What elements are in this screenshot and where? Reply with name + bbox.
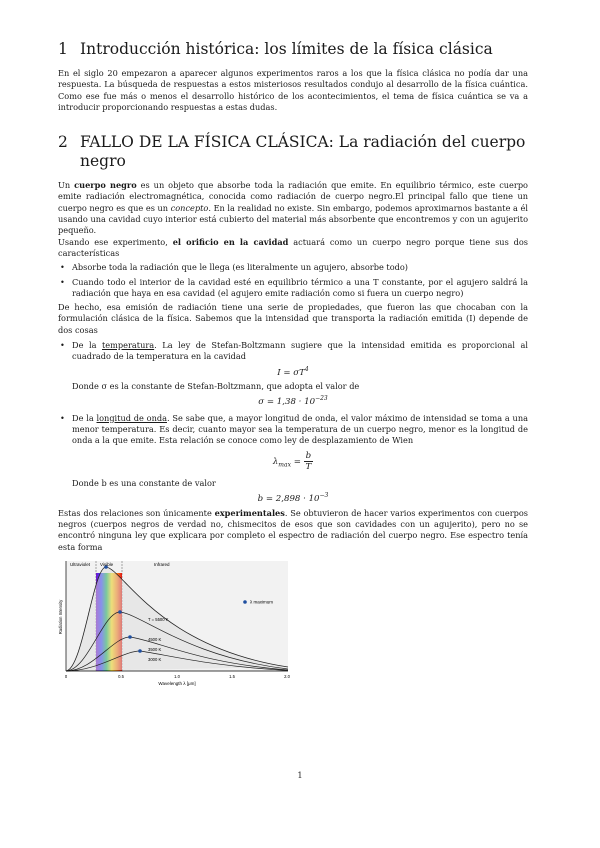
region-label-ir: Infrared <box>154 561 170 567</box>
section-1-paragraph: En el siglo 20 empezaron a aparecer algunos experimentos raros a los que la física clásica no podía dar una respuesta. La búsqueda de respuestas a estos misteriosos resultados condujo al desarrollo de la física cuántica. Como ese fue más o menos el desarrollo histórico de los acontecimientos, el tema de física cuántica se va a introducir proporcionando respuestas a estas dudas. <box>58 68 528 112</box>
legend-label: λ maximum <box>250 599 274 605</box>
page-number: 1 <box>297 770 303 780</box>
section-1-heading <box>58 40 528 59</box>
sigma-description: Donde σ es la constante de Stefan-Boltzmann, que adopta el valor de <box>72 380 360 391</box>
section-2-number: 2 <box>58 133 68 152</box>
x-tick: 2.0 <box>284 673 290 679</box>
x-tick: 0.5 <box>118 673 124 679</box>
intensity-paragraph: De hecho, esa emisión de radiación tiene una serie de propiedades, que fueron las que chocaban con la formulación clásica de la física. Sabemos que la intensidad que transporta la radiación emitida (I) depende de dos cosas <box>58 302 528 335</box>
list-item-wavelength: • De la longitud de onda. Se sabe que, a mayor longitud de onda, el valor máximo de intensidad se toma a una menor temperatura. Es decir, cuanto mayor sea la temperatura de un cuerpo negro, menor es la longitud de onda a la que emite. Esta relación se conoce como ley de desplazamiento de Wien <box>60 412 528 446</box>
curve-label: 4500 K <box>148 636 162 642</box>
term-orificio: el orificio en la cavidad <box>172 236 289 247</box>
cavity-paragraph: Usando ese experimento, el orificio en la cavidad actuará como un cuerpo negro porque tiene sus dos características <box>58 236 529 258</box>
black-body-definition: Un cuerpo negro es un objeto que absorbe toda la radiación que emite. En equilibrio térmico, este cuerpo emite radiación electromagnética, conocida como radiación de cuerpo negro.El principal fallo que tiene un cuerpo negro es que es un concepto. En la realidad no existe. Sin embargo, podemos aproximarnos bastante a él usando una cavidad cuyo interior está cubierto del material más absorbente que encontremos y con un agujerito pequeño. <box>58 180 528 236</box>
section-2-title: FALLO DE LA FÍSICA CLÁSICA: La radiación del cuerpo negro <box>80 133 526 171</box>
max-marker <box>118 610 122 614</box>
document-page <box>58 40 528 687</box>
section-2-heading <box>58 133 528 171</box>
max-marker <box>138 649 142 653</box>
region-label-uv: Ultraviolet <box>70 561 91 567</box>
b-value-equation: $b = 2,898 \cdot 10^{-3}$ <box>257 491 329 504</box>
section-1-number: 1 <box>58 40 68 58</box>
term-cuerpo-negro: cuerpo negro <box>74 180 137 191</box>
list-item-temperature: • De la temperatura. La ley de Stefan-Boltzmann sugiere que la intensidad emitida es proporcional al cuadrado de la temperatura en la cavidad <box>60 340 528 362</box>
wien-fraction: $\frac{b}{T}$ <box>305 450 312 472</box>
wien-equation: $\lambda_{max}$ = $\frac{b}{T}$ <box>272 450 312 472</box>
blackbody-spectrum-figure <box>58 557 293 687</box>
region-label-visible: Visible <box>100 561 114 567</box>
curve-label: 3000 K <box>148 656 162 662</box>
max-marker <box>128 635 132 639</box>
y-axis-label: Radiation Intensity <box>58 599 63 635</box>
section-1-title: Introducción histórica: los límites de la física clásica <box>80 40 493 58</box>
curve-label: 3500 K <box>148 646 162 652</box>
stefan-boltzmann-equation: $I = \sigma T^4$ <box>277 365 309 378</box>
term-experimentales: experimentales <box>214 507 285 518</box>
list-item: • Cuando todo el interior de la cavidad esté en equilibrio térmico a una T constante, por el agujero saldrá la radiación que haya en esa cavidad (el agujero emite radiación como si fuera un cuerpo negro) <box>60 276 528 298</box>
b-description: Donde b es una constante de valor <box>72 477 216 488</box>
x-axis-label: Wavelength λ [μm] <box>158 680 196 686</box>
spectrum-chart <box>58 557 293 687</box>
x-tick: 1.5 <box>229 673 235 679</box>
curve-label: T = 5500 K <box>148 616 169 622</box>
sigma-value-equation: $\sigma = 1,38 \cdot 10^{-23}$ <box>258 394 328 407</box>
characteristics-list <box>58 262 528 299</box>
properties-list-2 <box>58 413 528 447</box>
experimental-paragraph: Estas dos relaciones son únicamente experimentales. Se obtuvieron de hacer varios experimentos con cuerpos negros (cuerpos negros de verdad no, chismecitos de esos que son cavidades con un agujerito), pero no se encontró ninguna ley que explicara por completo el espectro de radiación del cuerpo negro. Ese espectro tenía esta forma <box>58 507 528 552</box>
x-tick: 1.0 <box>174 673 180 679</box>
legend-marker <box>243 600 247 604</box>
properties-list <box>58 340 528 363</box>
list-item: • Absorbe toda la radiación que le llega (es literalmente un agujero, absorbe todo) <box>60 262 408 273</box>
x-tick: 0 <box>64 673 68 679</box>
